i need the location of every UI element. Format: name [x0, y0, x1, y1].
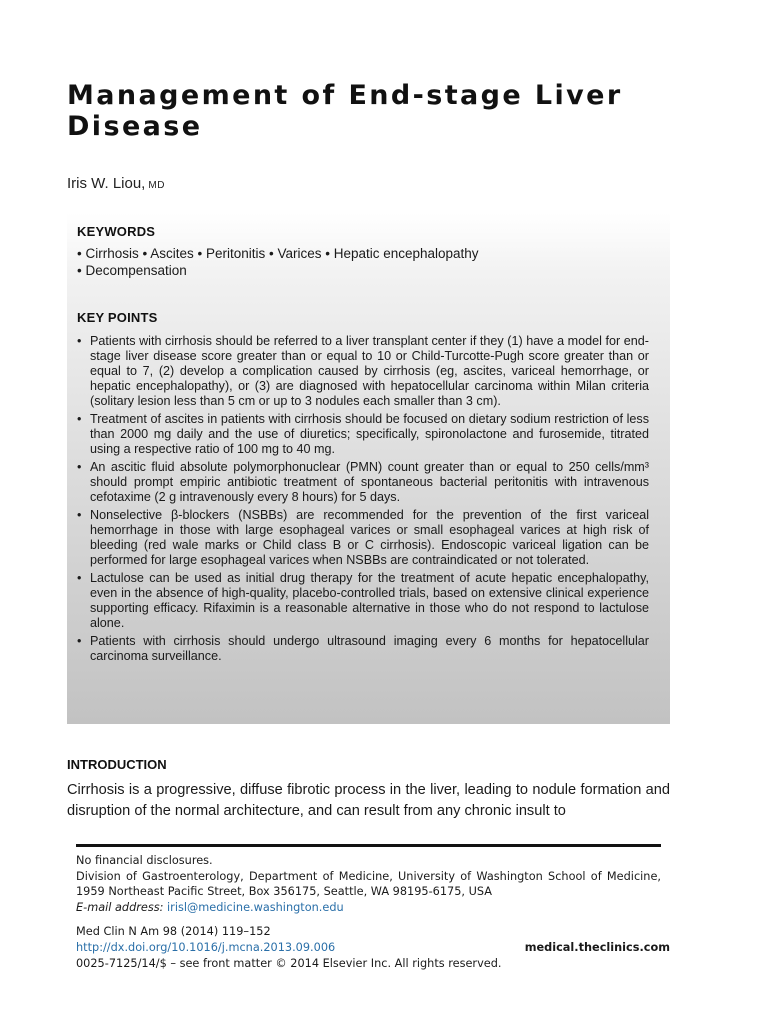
key-points-list [77, 334, 649, 667]
key-point-text: Lactulose can be used as initial drug therapy for the treatment of acute hepatic encephalopathy, even in the absence of high-quality, placebo-controlled trials, based on extensive clinical experience supporting efficacy. Rifaximin is a reasonable alternative in those who do not respond to lactulose alone. [90, 571, 649, 630]
doi-line [76, 940, 670, 956]
bullet-marker: • [77, 508, 82, 522]
bullet-marker: • [77, 634, 82, 648]
key-point-text: Treatment of ascites in patients with cirrhosis should be focused on dietary sodium restriction of less than 2000 mg daily and the use of diuretics; specifically, spironolactone and furosemide, titrated using a respective ratio of 100 mg to 40 mg. [90, 412, 649, 456]
copyright-line [76, 956, 670, 972]
introduction-text: Cirrhosis is a progressive, diffuse fibrotic process in the liver, leading to nodule formation and disruption of the normal architecture, and can result from any chronic insult to [67, 782, 670, 819]
key-point-item [77, 334, 649, 409]
keywords-keypoints-box [67, 213, 670, 724]
key-point-text: Patients with cirrhosis should be referred to a liver transplant center if they (1) have a model for end-stage liver disease score greater than or equal to 10 or Child-Turcotte-Pugh score greater than or equal to 7, (2) develop a complication caused by cirrhosis (eg, ascites, variceal hemorrhage, or hepatic encephalopathy), or (3) are diagnosed with hepatocellular carcinoma within Milan criteria (solitary lesion less than 5 cm or up to 3 nodules each smaller than 3 cm). [90, 334, 649, 408]
disclosure-note: No financial disclosures. [76, 854, 213, 867]
introduction-heading: INTRODUCTION [67, 757, 167, 772]
affiliation-note: Division of Gastroenterology, Department of Medicine, University of Washington School of Medicine, 1959 Northeast Pacific Street, Box 356175, Seattle, WA 98195-6175, USA [76, 869, 661, 898]
key-point-item [77, 634, 649, 664]
bullet-marker: • [77, 412, 82, 426]
key-point-item [77, 460, 649, 505]
footnote-block [76, 853, 661, 915]
key-point-text: An ascitic fluid absolute polymorphonuclear (PMN) count greater than or equal to 250 cells/mm³ should prompt empiric antibiotic treatment of spontaneous bacterial peritonitis with intravenous cefotaxime (2 g intravenously every 8 hours) for 5 days. [90, 460, 649, 504]
keywords-line-1: • Cirrhosis • Ascites • Peritonitis • Varices • Hepatic encephalopathy [77, 246, 479, 261]
keywords-heading: KEYWORDS [77, 224, 156, 239]
key-point-text: Nonselective β-blockers (NSBBs) are recommended for the prevention of the first variceal hemorrhage in those with large esophageal varices or small esophageal varices at high risk of bleeding (red wale marks or Child class B or C cirrhosis). Endoscopic variceal ligation can be performed for large esophageal varices when NSBBs are contraindicated or not tolerated. [90, 508, 649, 567]
copyright-notice: 0025-7125/14/$ – see front matter © 2014 Elsevier Inc. All rights reserved. [76, 957, 502, 970]
key-points-heading: KEY POINTS [77, 310, 158, 325]
author-line [67, 175, 165, 192]
key-point-text: Patients with cirrhosis should undergo ultrasound imaging every 6 months for hepatocellular carcinoma surveillance. [90, 634, 649, 663]
journal-reference: Med Clin N Am 98 (2014) 119–152 [76, 925, 271, 938]
citation-block [76, 924, 670, 972]
bullet-marker: • [77, 334, 82, 348]
author-name: Iris W. Liou, [67, 175, 146, 192]
bullet-marker: • [77, 571, 82, 585]
footnote-divider [76, 844, 661, 847]
journal-line [76, 924, 670, 940]
email-label: E-mail address: [76, 900, 164, 914]
email-link[interactable]: irisl@medicine.washington.edu [167, 900, 344, 914]
doi-link[interactable]: http://dx.doi.org/10.1016/j.mcna.2013.09.006 [76, 941, 336, 954]
bullet-marker: • [77, 460, 82, 474]
key-point-item [77, 412, 649, 457]
email-line [76, 900, 661, 916]
keywords-line-2: • Decompensation [77, 263, 187, 278]
key-point-item [77, 571, 649, 631]
key-point-item [77, 508, 649, 568]
site-link[interactable]: medical.theclinics.com [524, 941, 670, 954]
author-degree: MD [148, 180, 166, 191]
article-title: Management of End-stage Liver Disease [67, 80, 623, 142]
